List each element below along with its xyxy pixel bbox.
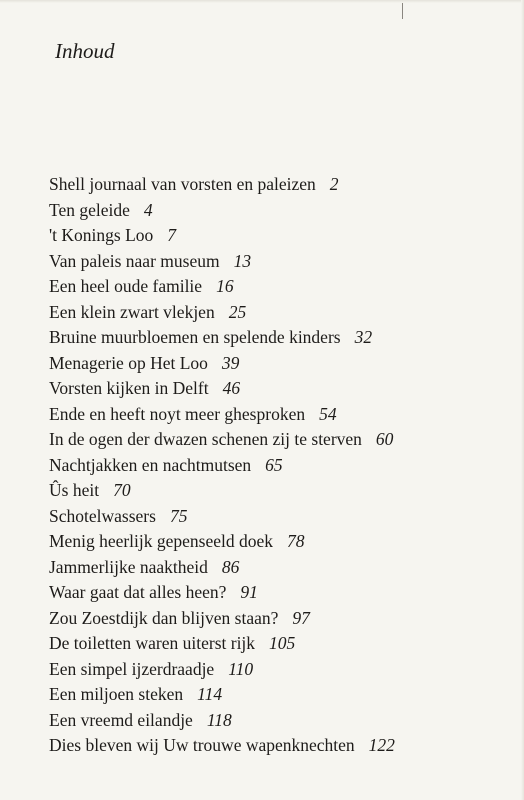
toc-entry-title: Een heel oude familie (49, 276, 203, 296)
toc-entry (49, 351, 395, 377)
toc-entry (49, 249, 395, 275)
toc-entry-title: Bruine muurbloemen en spelende kinders (49, 327, 341, 347)
toc-entry-page-number: 13 (233, 250, 252, 271)
toc-entry-title: Zou Zoestdijk dan blijven staan? (49, 607, 279, 628)
page-title: Inhoud (55, 39, 115, 63)
toc-entry (49, 657, 395, 683)
toc-entry (49, 529, 395, 555)
toc-entry-title: Ende en heeft noyt meer ghesproken (49, 403, 306, 424)
toc-entry (49, 555, 395, 581)
toc-entry (49, 453, 395, 479)
toc-entry-page-number: 105 (269, 633, 296, 653)
toc-entry-page-number: 32 (354, 327, 373, 347)
toc-entry (49, 708, 395, 734)
toc-entry-page-number: 60 (375, 429, 394, 449)
page-top-edge (0, 0, 524, 3)
toc-entry (49, 223, 395, 249)
toc-entry-page-number: 86 (221, 556, 240, 577)
toc-entry-page-number: 2 (329, 174, 339, 194)
toc-entry-page-number: 122 (368, 735, 395, 755)
toc-entry-title: Ten geleide (49, 199, 130, 220)
toc-entry-page-number: 118 (206, 709, 232, 730)
toc-entry-title: De toiletten waren uiterst rijk (49, 633, 256, 653)
toc-entry-page-number: 97 (292, 607, 310, 628)
toc-entry (49, 427, 395, 453)
toc-entry (49, 631, 395, 657)
toc-entry-title: Nachtjakken en nachtmutsen (49, 454, 252, 475)
toc-entry-title: Dies bleven wij Uw trouwe wapenknechten (49, 735, 355, 755)
toc-entry-page-number: 46 (222, 378, 241, 398)
toc-entry-title: Een klein zwart vlekjen (49, 301, 215, 322)
toc-entry (49, 504, 395, 530)
toc-entry-page-number: 25 (228, 301, 247, 322)
toc-entry (49, 198, 395, 224)
toc-entry-title: Menig heerlijk gepenseeld doek (49, 531, 274, 551)
toc-entry-page-number: 78 (287, 531, 305, 551)
toc-entry-page-number: 39 (221, 352, 240, 373)
toc-entry (49, 325, 395, 351)
toc-entry-title: Menagerie op Het Loo (49, 352, 208, 373)
toc-entry-title: Schotelwassers (49, 505, 156, 526)
toc-entry (49, 606, 395, 632)
toc-entry-title: Een miljoen steken (49, 684, 184, 704)
page-tick-mark (402, 3, 403, 19)
toc-entry-page-number: 16 (216, 276, 234, 296)
toc-entry-title: 't Konings Loo (49, 225, 154, 245)
toc-entry (49, 733, 395, 759)
toc-entry-page-number: 7 (167, 225, 177, 245)
toc-entry-page-number: 91 (240, 582, 258, 602)
toc-entry-title: In de ogen der dwazen schenen zij te sterven (49, 429, 362, 449)
toc-entry-title: Ûs heit (49, 480, 100, 500)
toc-entry-page-number: 65 (265, 454, 283, 475)
toc-entry-title: Van paleis naar museum (49, 250, 220, 271)
toc-entry (49, 478, 395, 504)
toc-entry-title: Een simpel ijzerdraadje (49, 658, 215, 679)
toc-entry-page-number: 70 (113, 480, 131, 500)
toc-entry-title: Jammerlijke naaktheid (49, 556, 208, 577)
toc-entry-title: Waar gaat dat alles heen? (49, 582, 227, 602)
table-of-contents (49, 172, 395, 759)
toc-entry-page-number: 4 (143, 199, 153, 220)
toc-entry-page-number: 54 (319, 403, 337, 424)
toc-entry (49, 682, 395, 708)
toc-entry (49, 172, 395, 198)
toc-entry (49, 300, 395, 326)
toc-entry (49, 376, 395, 402)
toc-entry-title: Een vreemd eilandje (49, 709, 193, 730)
toc-entry (49, 402, 395, 428)
toc-entry-page-number: 110 (228, 658, 254, 679)
toc-entry-title: Vorsten kijken in Delft (49, 378, 209, 398)
toc-entry (49, 580, 395, 606)
toc-entry (49, 274, 395, 300)
toc-entry-page-number: 114 (197, 684, 223, 704)
toc-entry-page-number: 75 (169, 505, 188, 526)
toc-entry-title: Shell journaal van vorsten en paleizen (49, 174, 316, 194)
